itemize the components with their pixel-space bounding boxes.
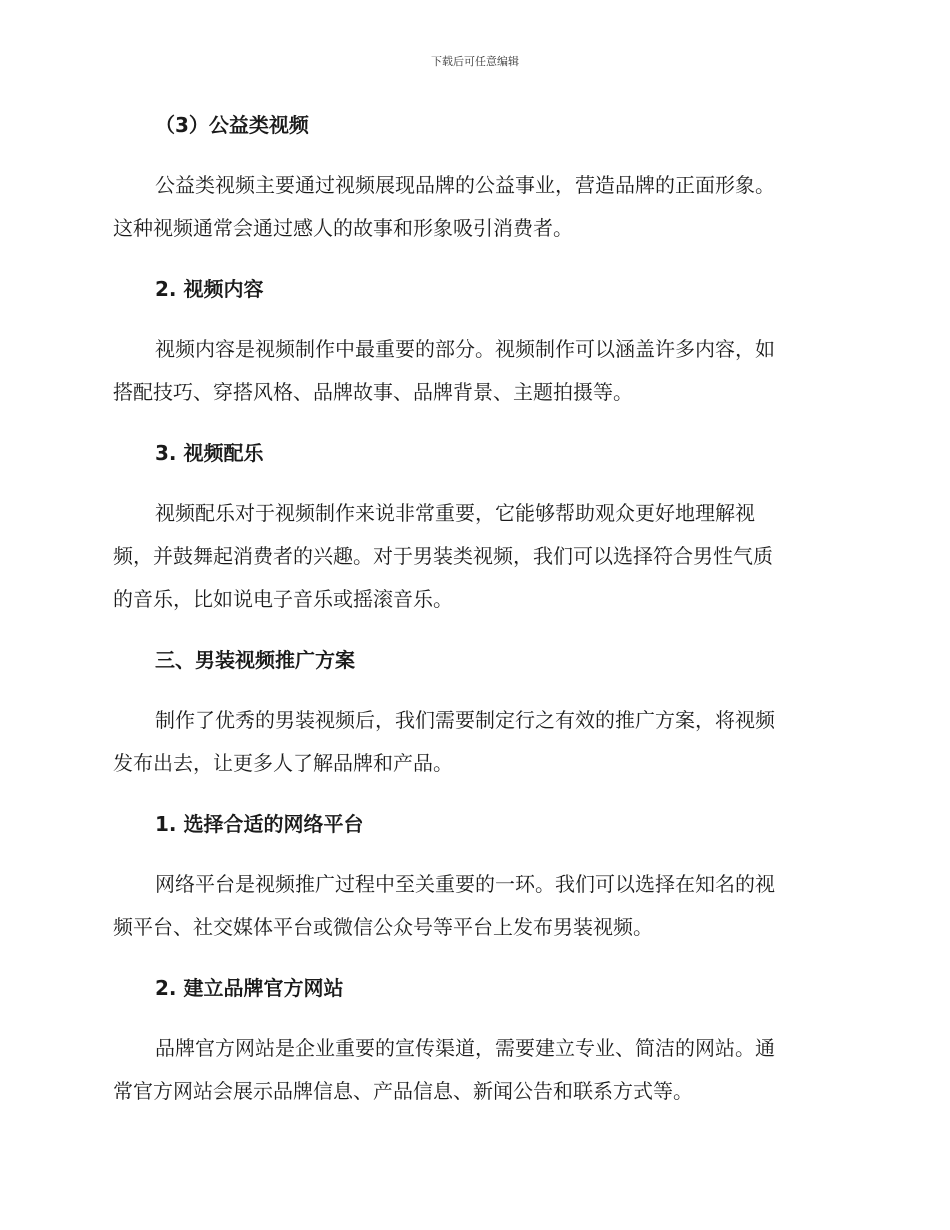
section-heading-public-welfare-video: （3）公益类视频 — [155, 113, 309, 137]
section-heading-video-music: 3. 视频配乐 — [155, 441, 264, 465]
paragraph-line: 视频配乐对于视频制作来说非常重要，它能够帮助观众更好地理解视 — [155, 501, 755, 525]
paragraph-line: 常官方网站会展示品牌信息、产品信息、新闻公告和联系方式等。 — [113, 1079, 693, 1103]
paragraph-line: 频，并鼓舞起消费者的兴趣。对于男装类视频，我们可以选择符合男性气质 — [113, 544, 773, 568]
page-header: 下载后可任意编辑 — [431, 55, 519, 68]
paragraph-video-music — [113, 492, 833, 621]
paragraph-official-website — [113, 1027, 833, 1113]
paragraph-line: 的音乐，比如说电子音乐或摇滚音乐。 — [113, 587, 453, 611]
paragraph-promotion-plan — [113, 699, 833, 785]
paragraph-public-welfare-video — [113, 164, 833, 250]
paragraph-video-content — [113, 328, 833, 414]
paragraph-line: 视频内容是视频制作中最重要的部分。视频制作可以涵盖许多内容，如 — [155, 337, 775, 361]
section-heading-video-content: 2. 视频内容 — [155, 277, 264, 301]
section-heading-promotion-plan: 三、男装视频推广方案 — [155, 648, 355, 672]
paragraph-line: 频平台、社交媒体平台或微信公众号等平台上发布男装视频。 — [113, 915, 653, 939]
paragraph-line: 制作了优秀的男装视频后，我们需要制定行之有效的推广方案，将视频 — [155, 708, 775, 732]
paragraph-line: 网络平台是视频推广过程中至关重要的一环。我们可以选择在知名的视 — [155, 872, 775, 896]
document-body — [113, 110, 833, 1137]
paragraph-line: 这种视频通常会通过感人的故事和形象吸引消费者。 — [113, 216, 573, 240]
section-heading-official-website: 2. 建立品牌官方网站 — [155, 976, 344, 1000]
paragraph-line: 搭配技巧、穿搭风格、品牌故事、品牌背景、主题拍摄等。 — [113, 380, 633, 404]
paragraph-network-platform — [113, 863, 833, 949]
section-heading-network-platform: 1. 选择合适的网络平台 — [155, 812, 364, 836]
paragraph-line: 品牌官方网站是企业重要的宣传渠道，需要建立专业、简洁的网站。通 — [155, 1036, 775, 1060]
paragraph-line: 发布出去，让更多人了解品牌和产品。 — [113, 751, 453, 775]
paragraph-line: 公益类视频主要通过视频展现品牌的公益事业，营造品牌的正面形象。 — [155, 173, 775, 197]
